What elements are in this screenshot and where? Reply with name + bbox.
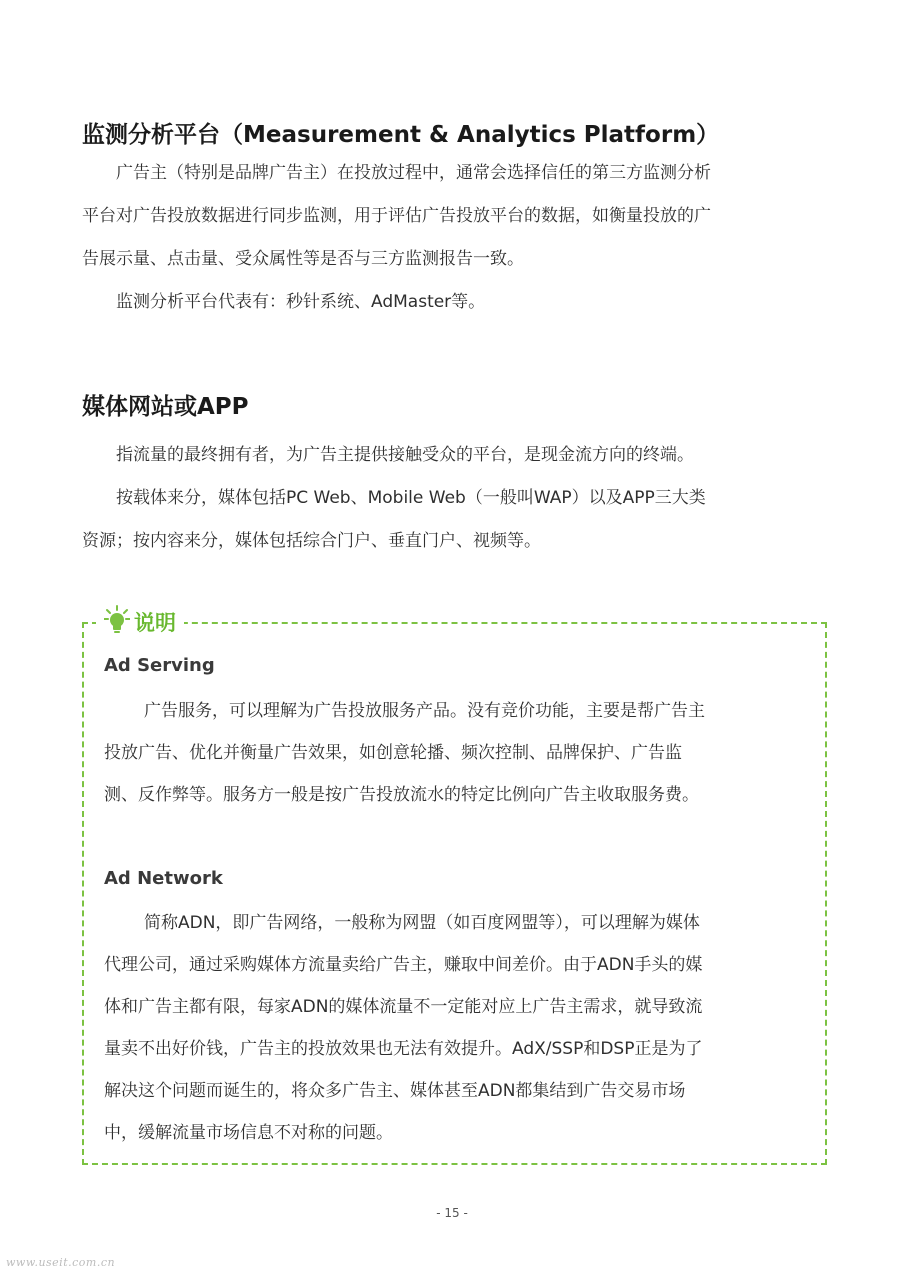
- ad-network-paragraph: [104, 902, 809, 1154]
- text-line: 中，缓解流量市场信息不对称的问题。: [104, 1123, 393, 1143]
- text-line: 告展示量、点击量、受众属性等是否与三方监测报告一致。: [82, 249, 524, 269]
- text-line: 指流量的最终拥有者，为广告主提供接触受众的平台，是现金流方向的终端。: [116, 445, 694, 465]
- text-line: 测、反作弊等。服务方一般是按广告投放流水的特定比例向广告主收取服务费。: [104, 785, 699, 805]
- text-line: 广告服务，可以理解为广告投放服务产品。没有竞价功能，主要是帮广告主: [144, 701, 705, 721]
- text-line: 简称ADN，即广告网络，一般称为网盟（如百度网盟等），可以理解为媒体: [144, 913, 700, 933]
- section-heading-media: 媒体网站或APP: [82, 394, 249, 420]
- lightbulb-icon: [104, 605, 130, 639]
- text-line: 解决这个问题而诞生的，将众多广告主、媒体甚至ADN都集结到广告交易市场: [104, 1081, 686, 1101]
- ad-network-title: Ad Network: [104, 868, 223, 889]
- text-line: 广告主（特别是品牌广告主）在投放过程中，通常会选择信任的第三方监测分析: [116, 163, 711, 183]
- note-header: [96, 604, 184, 640]
- note-title: 说明: [134, 611, 176, 635]
- text-line: 按载体来分，媒体包括PC Web、Mobile Web（一般叫WAP）以及APP三大类: [116, 488, 706, 508]
- ad-serving-paragraph: [104, 690, 809, 816]
- ad-serving-title: Ad Serving: [104, 655, 215, 676]
- text-line: 投放广告、优化并衡量广告效果，如创意轮播、频次控制、品牌保护、广告监: [104, 743, 682, 763]
- measurement-paragraph: [82, 152, 812, 324]
- text-line: 代理公司，通过采购媒体方流量卖给广告主，赚取中间差价。由于ADN手头的媒: [104, 955, 703, 975]
- text-line: 体和广告主都有限，每家ADN的媒体流量不一定能对应上广告主需求，就导致流: [104, 997, 703, 1017]
- page-number: - 15 -: [436, 1206, 468, 1220]
- text-line: 监测分析平台代表有：秒针系统、AdMaster等。: [116, 292, 486, 312]
- section-heading-measurement-platform: 监测分析平台（Measurement & Analytics Platform）: [82, 122, 720, 148]
- watermark: www.useit.com.cn: [6, 1256, 116, 1269]
- text-line: 量卖不出好价钱，广告主的投放效果也无法有效提升。AdX/SSP和DSP正是为了: [104, 1039, 703, 1059]
- text-line: 平台对广告投放数据进行同步监测，用于评估广告投放平台的数据，如衡量投放的广: [82, 206, 711, 226]
- media-paragraph: [82, 434, 812, 563]
- text-line: 资源；按内容来分，媒体包括综合门户、垂直门户、视频等。: [82, 531, 541, 551]
